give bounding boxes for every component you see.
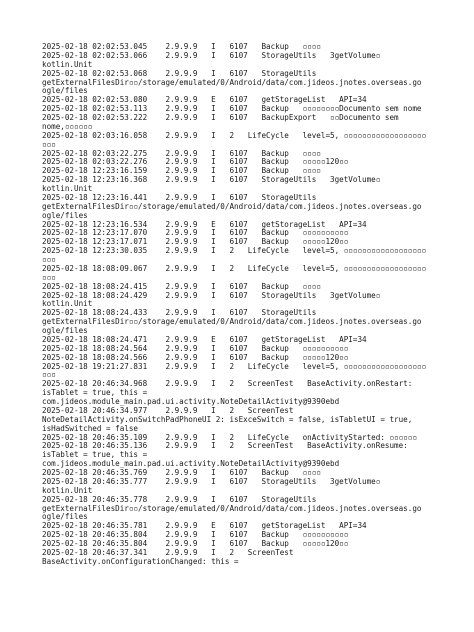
log-line: ▫▫▫ — [42, 140, 56, 149]
log-line: 2025-02-18 12:23:30.035 2.9.9.9 I 2 LifeCycle level=5, ▫▫▫▫▫▫▫▫▫▫▫▫▫▫▫▫▫▫ — [42, 247, 427, 256]
log-line: ogle/files — [42, 513, 88, 522]
log-line: 2025-02-18 20:46:35.781 2.9.9.9 E 6107 getStorageList API=34 — [42, 522, 367, 531]
log-line: kotlin.Unit — [42, 185, 93, 193]
log-line: 2025-02-18 18:08:24.564 2.9.9.9 I 6107 Backup ▫▫▫▫▫▫▫▫▫▫ — [42, 344, 349, 353]
log-line: getExternalFilesDir▫▫/storage/emulated/0/Android/data/com.jideos.jnotes.overseas.go — [42, 78, 422, 87]
log-line: 2025-02-18 02:03:16.058 2.9.9.9 I 2 LifeCycle level=5, ▫▫▫▫▫▫▫▫▫▫▫▫▫▫▫▫▫▫ — [42, 131, 427, 140]
log-line: getExternalFilesDir▫▫/storage/emulated/0/Android/data/com.jideos.jnotes.overseas.go — [42, 318, 422, 327]
log-line: com.jideos.module_main.pad.ui.activity.NoteDetailActivity@9390ebd — [42, 398, 340, 406]
log-line: ogle/files — [42, 211, 88, 220]
log-line: isHadSwitched = false — [42, 424, 139, 433]
log-line: ▫▫▫ — [42, 256, 56, 264]
log-line: nome,▫▫▫▫▫▫ — [42, 122, 93, 131]
log-line: 2025-02-18 20:46:35.769 2.9.9.9 I 6107 Backup ▫▫▫▫ — [42, 469, 321, 477]
log-line: ▫▫▫ — [42, 273, 56, 282]
log-line: 2025-02-18 20:46:35.804 2.9.9.9 I 6107 Backup ▫▫▫▫▫▫▫▫▫▫ — [42, 531, 349, 540]
log-line: 2025-02-18 18:08:24.433 2.9.9.9 I 6107 StorageUtils — [42, 309, 317, 318]
log-line: 2025-02-18 02:02:53.045 2.9.9.9 I 6107 Backup ▫▫▫▫ — [42, 43, 321, 51]
log-line: 2025-02-18 12:23:16.534 2.9.9.9 E 6107 getStorageList API=34 — [42, 220, 367, 229]
log-line: 2025-02-18 02:02:53.068 2.9.9.9 I 6107 StorageUtils — [42, 69, 317, 78]
log-line: isTablet = true, this = — [42, 451, 148, 460]
log-line: NoteDetailActivity.onSwitchPadPhoneUI 2: isExceSwitch = false, isTabletUI = true, — [42, 415, 413, 424]
log-line: 2025-02-18 02:02:53.080 2.9.9.9 E 6107 getStorageList API=34 — [42, 96, 367, 105]
log-line: 2025-02-18 18:08:24.471 2.9.9.9 E 6107 getStorageList API=34 — [42, 335, 367, 344]
log-line: 2025-02-18 02:02:53.222 2.9.9.9 I 6107 BackupExport ▫▫Documento sem — [42, 114, 399, 122]
log-line: 2025-02-18 20:46:34.968 2.9.9.9 I 2 ScreenTest BaseActivity.onRestart: — [42, 380, 413, 389]
log-line: com.jideos.module_main.pad.ui.activity.NoteDetailActivity@9390ebd — [42, 460, 340, 469]
log-line: kotlin.Unit — [42, 300, 93, 309]
log-line: 2025-02-18 20:46:35.109 2.9.9.9 I 2 LifeCycle onActivityStarted: ▫▫▫▫▫▫ — [42, 433, 417, 442]
log-line: 2025-02-18 20:46:35.778 2.9.9.9 I 6107 StorageUtils — [42, 495, 317, 504]
log-line: 2025-02-18 12:23:17.070 2.9.9.9 I 6107 Backup ▫▫▫▫▫▫▫▫▫▫ — [42, 229, 349, 238]
log-line: 2025-02-18 02:02:53.113 2.9.9.9 I 6107 Backup ▫▫▫▫▫▫▫▫Documento sem nome — [42, 105, 422, 114]
log-line: 2025-02-18 20:46:35.777 2.9.9.9 I 6107 StorageUtils 3getVolume▫ — [42, 477, 381, 486]
log-line: kotlin.Unit — [42, 60, 93, 69]
log-line: 2025-02-18 12:23:17.071 2.9.9.9 I 6107 Backup ▫▫▫▫▫120▫▫ — [42, 238, 349, 247]
log-line: ▫▫▫ — [42, 371, 56, 380]
log-line: getExternalFilesDir▫▫/storage/emulated/0/Android/data/com.jideos.jnotes.overseas.go — [42, 202, 422, 211]
log-line: ogle/files — [42, 87, 88, 96]
log-line: 2025-02-18 12:23:16.368 2.9.9.9 I 6107 StorageUtils 3getVolume▫ — [42, 176, 381, 185]
log-line: 2025-02-18 19:21:27.831 2.9.9.9 I 2 LifeCycle level=5, ▫▫▫▫▫▫▫▫▫▫▫▫▫▫▫▫▫▫ — [42, 362, 427, 371]
log-line: 2025-02-18 12:23:16.441 2.9.9.9 I 6107 StorageUtils — [42, 193, 317, 202]
log-line: 2025-02-18 18:08:24.566 2.9.9.9 I 6107 Backup ▫▫▫▫▫120▫▫ — [42, 353, 349, 362]
log-line: isTablet = true, this = — [42, 389, 148, 398]
log-line: BaseActivity.onConfigurationChanged: this = — [42, 557, 239, 566]
log-line: 2025-02-18 02:02:53.066 2.9.9.9 I 6107 StorageUtils 3getVolume▫ — [42, 51, 381, 60]
log-text-block — [42, 43, 466, 567]
log-line: kotlin.Unit — [42, 486, 93, 495]
log-line: 2025-02-18 12:23:16.159 2.9.9.9 I 6107 Backup ▫▫▫▫ — [42, 167, 321, 176]
log-line: 2025-02-18 20:46:37.341 2.9.9.9 I 2 ScreenTest — [42, 548, 294, 557]
log-line: 2025-02-18 02:03:22.275 2.9.9.9 I 6107 Backup ▫▫▫▫ — [42, 149, 321, 158]
log-line: 2025-02-18 18:08:24.415 2.9.9.9 I 6107 Backup ▫▫▫▫ — [42, 282, 321, 291]
log-line: 2025-02-18 18:08:24.429 2.9.9.9 I 6107 StorageUtils 3getVolume▫ — [42, 291, 381, 300]
log-line: 2025-02-18 20:46:35.804 2.9.9.9 I 6107 Backup ▫▫▫▫▫120▫▫ — [42, 540, 349, 548]
log-line: 2025-02-18 18:08:09.067 2.9.9.9 I 2 LifeCycle level=5, ▫▫▫▫▫▫▫▫▫▫▫▫▫▫▫▫▫▫ — [42, 264, 427, 273]
log-line: getExternalFilesDir▫▫/storage/emulated/0/Android/data/com.jideos.jnotes.overseas.go — [42, 504, 422, 513]
log-line: ogle/files — [42, 327, 88, 335]
log-line: 2025-02-18 20:46:34.977 2.9.9.9 I 2 ScreenTest — [42, 406, 294, 415]
log-line: 2025-02-18 20:46:35.136 2.9.9.9 I 2 ScreenTest BaseActivity.onResume: — [42, 442, 408, 451]
log-line: 2025-02-18 02:03:22.276 2.9.9.9 I 6107 Backup ▫▫▫▫▫120▫▫ — [42, 158, 349, 167]
